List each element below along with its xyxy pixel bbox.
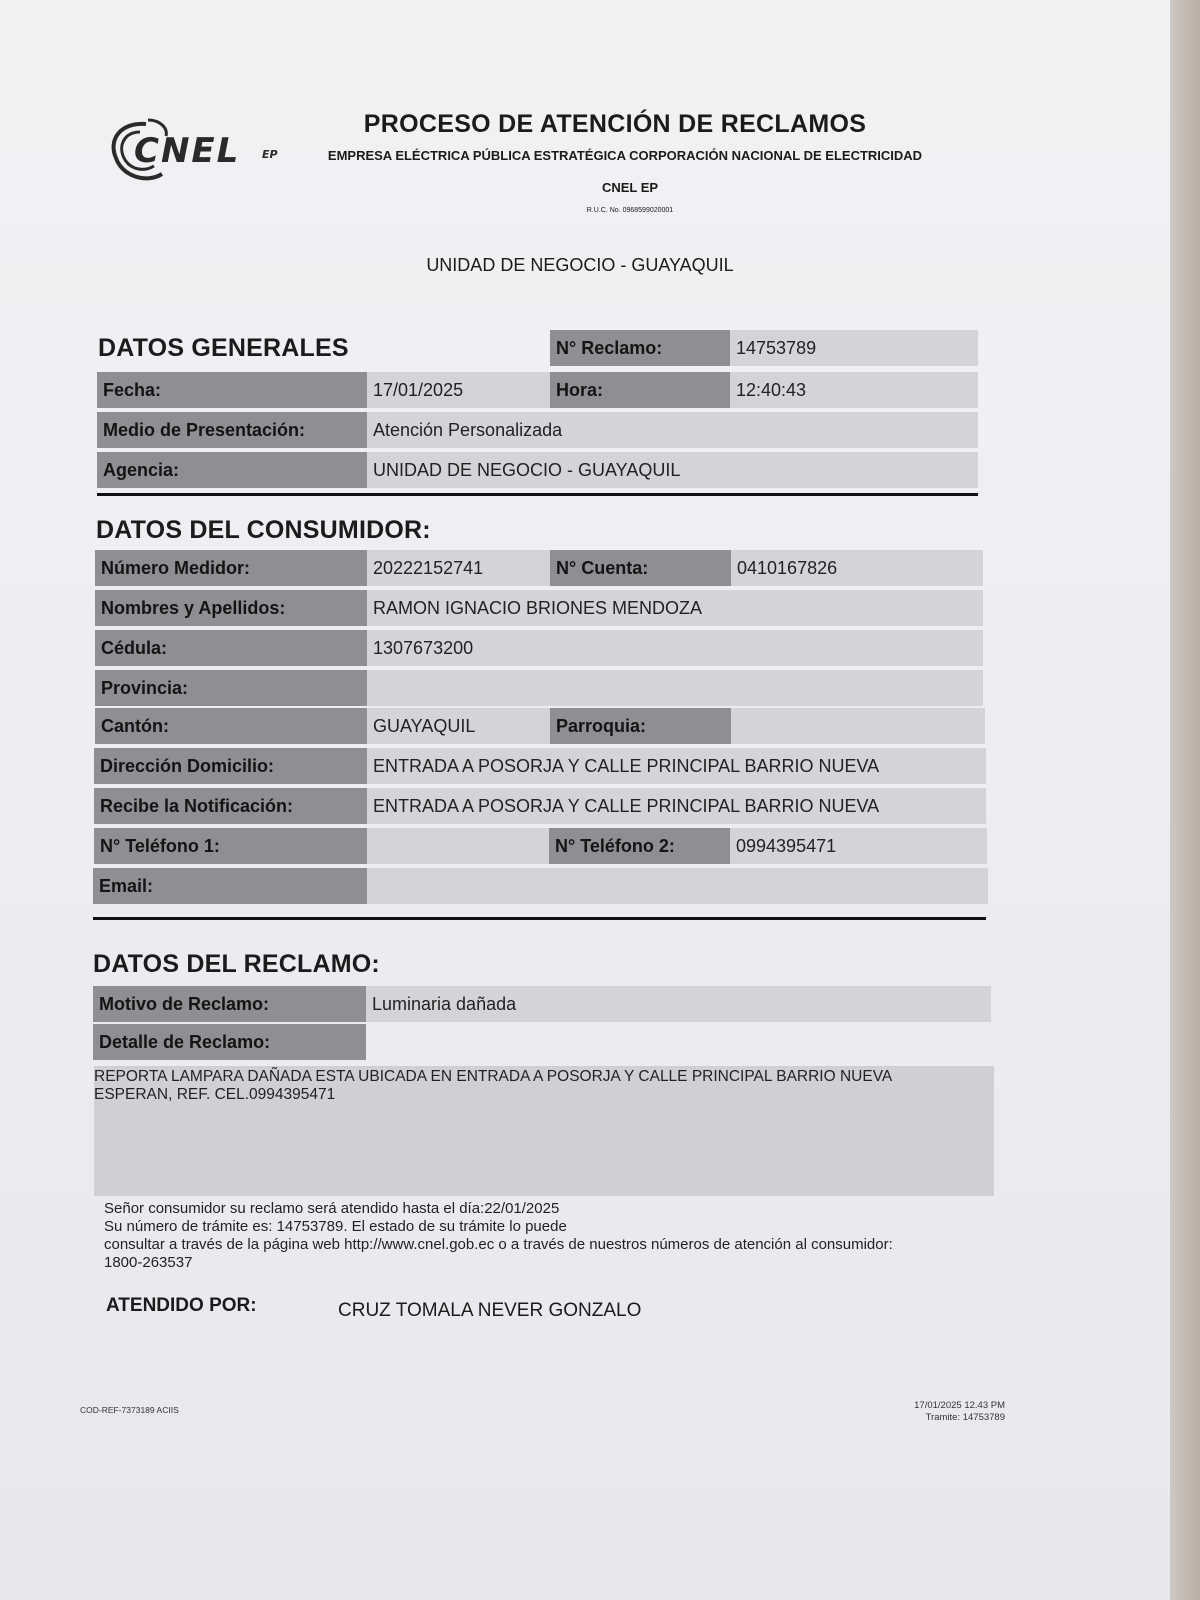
parish-label: Parroquia: [550,708,731,744]
attended-by-name: CRUZ TOMALA NEVER GONZALO [338,1300,642,1321]
business-unit: UNIDAD DE NEGOCIO - GUAYAQUIL [426,255,734,275]
document-title: PROCESO DE ATENCIÓN DE RECLAMOS [363,110,867,138]
phone-row [94,828,987,864]
address-row [94,748,986,784]
canton-label: Cantón: [95,708,367,744]
account-label: N° Cuenta: [550,550,731,586]
province-label: Provincia: [95,670,367,706]
canton-row [95,708,985,744]
footer-tramite: Tramite: 14753789 [925,1412,1005,1423]
phone1-label: N° Teléfono 1: [94,828,367,864]
claim-number-value: 14753789 [730,330,978,366]
name-label: Nombres y Apellidos: [95,590,367,626]
meter-row [95,550,983,586]
notice-line-1: Señor consumidor su reclamo será atendido hasta el día:22/01/2025 [104,1200,560,1217]
claim-number-row [550,330,978,366]
email-label: Email: [93,868,367,904]
svg-text:EP: EP [262,148,278,161]
detail-text [94,1068,1004,1104]
province-value [367,670,983,706]
reason-label: Motivo de Reclamo: [93,986,366,1022]
footer-stamp [860,1400,1005,1424]
medium-label: Medio de Presentación: [97,412,367,448]
cnel-logo [110,118,300,188]
reason-row [93,986,991,1022]
meter-label: Número Medidor: [95,550,367,586]
divider-consumer [93,917,986,920]
date-value: 17/01/2025 [367,372,550,408]
agency-row [97,452,978,488]
date-label: Fecha: [97,372,367,408]
detail-line-1: REPORTA LAMPARA DAÑADA ESTA UBICADA EN ENTRADA A POSORJA Y CALLE PRINCIPAL BARRIO NUEVA [94,1068,893,1085]
email-row [93,868,988,904]
account-value: 0410167826 [731,550,983,586]
phone1-value [367,828,549,864]
footer-code: COD-REF-7373189 ACIIS [80,1405,179,1415]
phone2-value: 0994395471 [730,828,987,864]
table-surface [1170,0,1200,1600]
notice-line-3: consultar a través de la página web http://www.cnel.gob.ec o a través de nuestros números de atención al consumidor: [104,1236,893,1253]
parish-value [731,708,985,744]
id-value: 1307673200 [367,630,983,666]
notice-line-2: Su número de trámite es: 14753789. El estado de su trámite lo puede [104,1218,567,1235]
agency-label: Agencia: [97,452,367,488]
province-row [95,670,983,706]
id-label: Cédula: [95,630,367,666]
company-name: EMPRESA ELÉCTRICA PÚBLICA ESTRATÉGICA CORPORACIÓN NACIONAL DE ELECTRICIDAD [327,148,923,163]
consumer-notice [104,1200,1004,1272]
time-value: 12:40:43 [730,372,978,408]
svg-text:CNEL: CNEL [134,131,241,171]
attended-by-label: ATENDIDO POR: [106,1295,257,1316]
meter-value: 20222152741 [367,550,550,586]
cnel-logo-mark [110,118,300,188]
detail-row [93,1024,366,1060]
notification-row [94,788,986,824]
canton-value: GUAYAQUIL [367,708,550,744]
address-value: ENTRADA A POSORJA Y CALLE PRINCIPAL BARRIO NUEVA [367,748,986,784]
address-label: Dirección Domicilio: [94,748,367,784]
company-short: CNEL EP [601,180,659,195]
reason-value: Luminaria dañada [366,986,991,1022]
divider-general [97,493,978,496]
notice-line-4: 1800-263537 [104,1254,193,1271]
agency-value: UNIDAD DE NEGOCIO - GUAYAQUIL [367,452,978,488]
notification-value: ENTRADA A POSORJA Y CALLE PRINCIPAL BARRIO NUEVA [367,788,986,824]
date-row [97,372,978,408]
medium-value: Atención Personalizada [367,412,978,448]
claim-number-label: N° Reclamo: [550,330,730,366]
section-title-consumer: DATOS DEL CONSUMIDOR: [96,516,431,544]
detail-line-2: ESPERAN, REF. CEL.0994395471 [94,1086,336,1103]
time-label: Hora: [550,372,730,408]
medium-row [97,412,978,448]
email-value [367,868,988,904]
phone2-label: N° Teléfono 2: [549,828,730,864]
detail-label: Detalle de Reclamo: [93,1024,366,1060]
section-title-general: DATOS GENERALES [98,334,349,362]
ruc-number: R.U.C. No. 0968599020001 [586,207,674,214]
name-row [95,590,983,626]
section-title-claim: DATOS DEL RECLAMO: [93,950,380,978]
id-row [95,630,983,666]
footer-timestamp: 17/01/2025 12.43 PM [914,1400,1005,1411]
notification-label: Recibe la Notificación: [94,788,367,824]
name-value: RAMON IGNACIO BRIONES MENDOZA [367,590,983,626]
